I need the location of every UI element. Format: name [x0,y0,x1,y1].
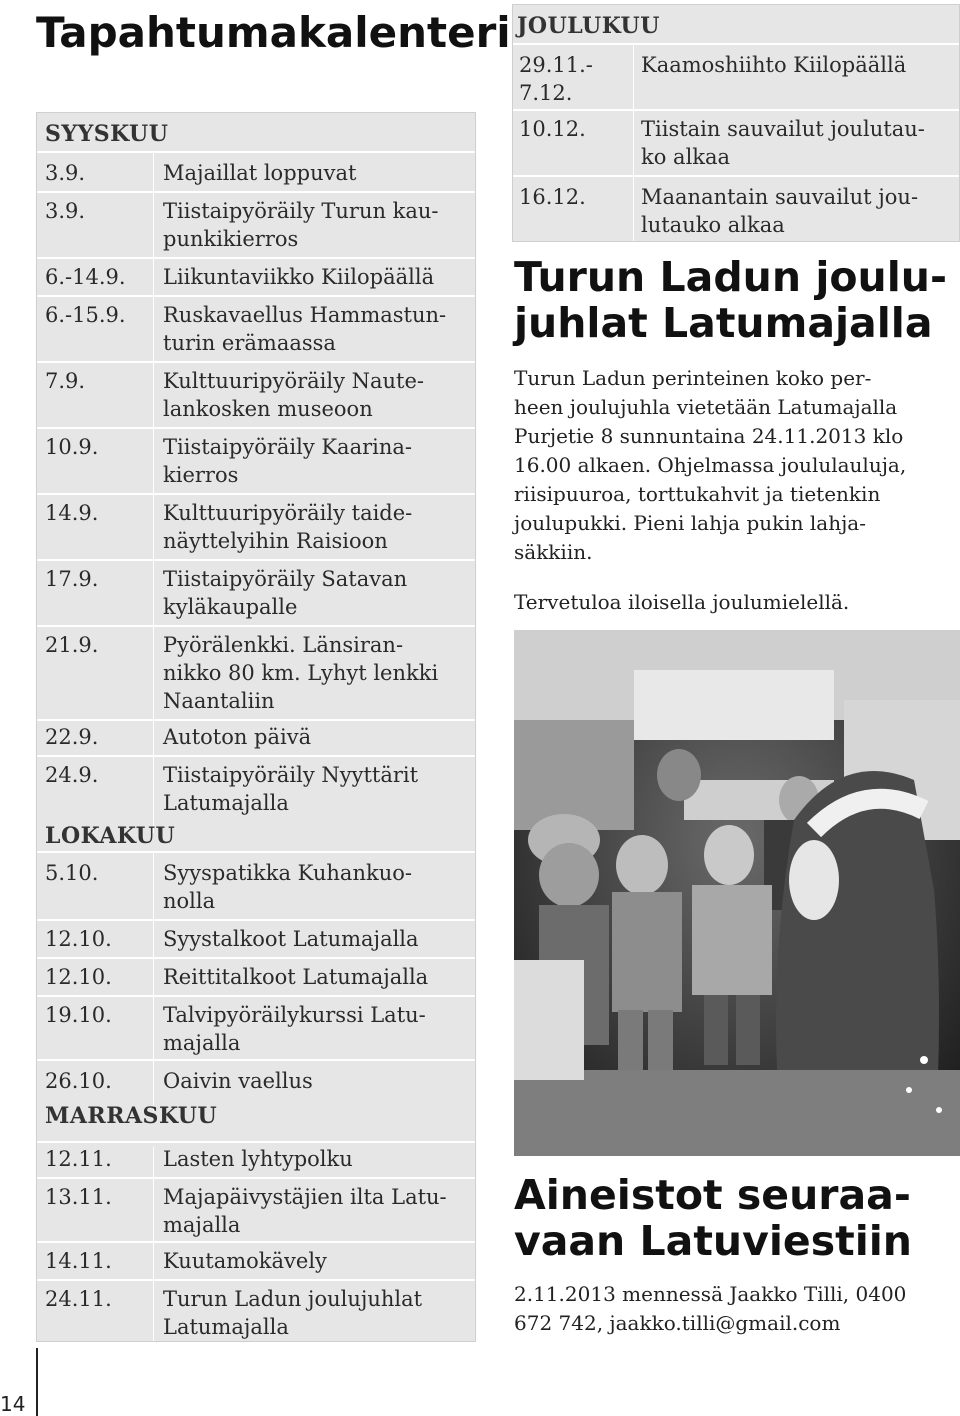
event-date: 26.10. [45,1069,112,1093]
event-date: 10.9. [45,435,99,459]
event-title: Majapäivystäjien ilta Latu- majalla [163,1185,447,1237]
joulujuhlat-heading: Turun Ladun joulu- juhlat Latumajalla [514,253,947,347]
welcome-text: Tervetuloa iloisella joulumielellä. [514,590,850,614]
event-calendar [36,112,476,1342]
month-heading-syyskuu: SYYSKUU [45,121,169,147]
event-date: 22.9. [45,725,99,749]
row-divider [37,257,475,259]
event-date: 24.9. [45,763,99,787]
row-divider [513,109,959,111]
event-title: Tiistaipyöräily Satavan kyläkaupalle [163,567,408,619]
event-date: 24.11. [45,1287,112,1311]
event-title: Talvipyöräilykurssi Latu- majalla [163,1003,426,1055]
event-title: Tiistaipyöräily Kaarina- kierros [163,435,412,487]
event-date: 13.11. [45,1185,112,1209]
page-number: 14 [0,1392,26,1416]
column-divider [153,151,154,833]
event-title: Turun Ladun joulujuhlat Latumajalla [163,1287,423,1339]
row-divider [37,755,475,757]
row-divider [37,361,475,363]
event-date: 6.-15.9. [45,303,126,327]
event-title: Autoton päivä [163,725,312,749]
event-title: Kaamoshiihto Kiilopäällä [641,53,907,77]
column-divider [633,45,634,241]
event-date: 29.11.- 7.12. [519,53,593,105]
event-title: Kulttuuripyöräily taide- näyttelyihin Raisioon [163,501,413,553]
event-date: 19.10. [45,1003,112,1027]
event-title: Syystalkoot Latumajalla [163,927,419,951]
event-date: 6.-14.9. [45,265,126,289]
row-divider [37,719,475,721]
aineistot-heading: Aineistot seuraa- vaan Latuviestiin [514,1171,912,1265]
month-heading-joulukuu: JOULUKUU [517,13,660,39]
row-divider [37,625,475,627]
event-title: Kuutamokävely [163,1249,327,1273]
event-date: 16.12. [519,185,586,209]
aineistot-body: 2.11.2013 mennessä Jaakko Tilli, 0400 672 742, jaakko.tilli@gmail.com [514,1282,907,1335]
event-title: Pyörälenkki. Länsiran- nikko 80 km. Lyhyt lenkki Naantaliin [163,633,439,713]
christmas-party-photo [514,630,960,1156]
event-title: Reittitalkoot Latumajalla [163,965,429,989]
row-divider [37,151,475,153]
row-divider [513,175,959,177]
row-divider [37,1177,475,1179]
event-date: 17.9. [45,567,99,591]
event-title: Maanantain sauvailut jou- lutauko alkaa [641,185,919,237]
event-title: Tiistaipyöräily Turun kau- punkikierros [163,199,439,251]
event-date: 3.9. [45,161,86,185]
event-title: Syyspatikka Kuhankuo- nolla [163,861,412,913]
row-divider [37,427,475,429]
column-divider [153,851,154,1111]
row-divider [37,995,475,997]
row-divider [37,1141,475,1143]
event-date: 10.12. [519,117,586,141]
event-date: 7.9. [45,369,86,393]
joulujuhlat-body: Turun Ladun perinteinen koko per- heen joulujuhla vietetään Latumajalla Purjetie 8 sunnuntaina 24.11.2013 klo 16.00 alkaen. Ohjelmassa joululauluja, riisipuuroa, torttukahvit ja tietenkin joulupukki. Pieni lahja pukin lahja- säkkiin. [514,366,907,564]
event-title: Tiistain sauvailut joulutau- ko alkaa [641,117,925,169]
month-heading-lokakuu: LOKAKUU [45,823,176,849]
event-date: 5.10. [45,861,99,885]
row-divider [37,191,475,193]
event-date: 12.10. [45,965,112,989]
row-divider [513,43,959,45]
event-date: 12.10. [45,927,112,951]
event-date: 3.9. [45,199,86,223]
page-title: Tapahtumakalenteri [36,8,511,57]
event-title: Lasten lyhtypolku [163,1147,353,1171]
row-divider [37,957,475,959]
row-divider [37,1241,475,1243]
event-date: 12.11. [45,1147,112,1171]
row-divider [37,1279,475,1281]
row-divider [37,851,475,853]
month-heading-marraskuu: MARRASKUU [45,1103,218,1129]
row-divider [37,295,475,297]
page-edge-line [36,1348,38,1416]
event-title: Ruskavaellus Hammastun- turin erämaassa [163,303,447,355]
event-title: Tiistaipyöräily Nyyttärit Latumajalla [163,763,419,815]
row-divider [37,919,475,921]
row-divider [37,1059,475,1061]
event-title: Majaillat loppuvat [163,161,357,185]
december-calendar [512,4,960,242]
event-date: 14.9. [45,501,99,525]
event-title: Liikuntaviikko Kiilopäällä [163,265,435,289]
row-divider [37,559,475,561]
event-date: 14.11. [45,1249,112,1273]
event-title: Kulttuuripyöräily Naute- lankosken museoon [163,369,425,421]
row-divider [37,493,475,495]
event-title: Oaivin vaellus [163,1069,313,1093]
event-date: 21.9. [45,633,99,657]
